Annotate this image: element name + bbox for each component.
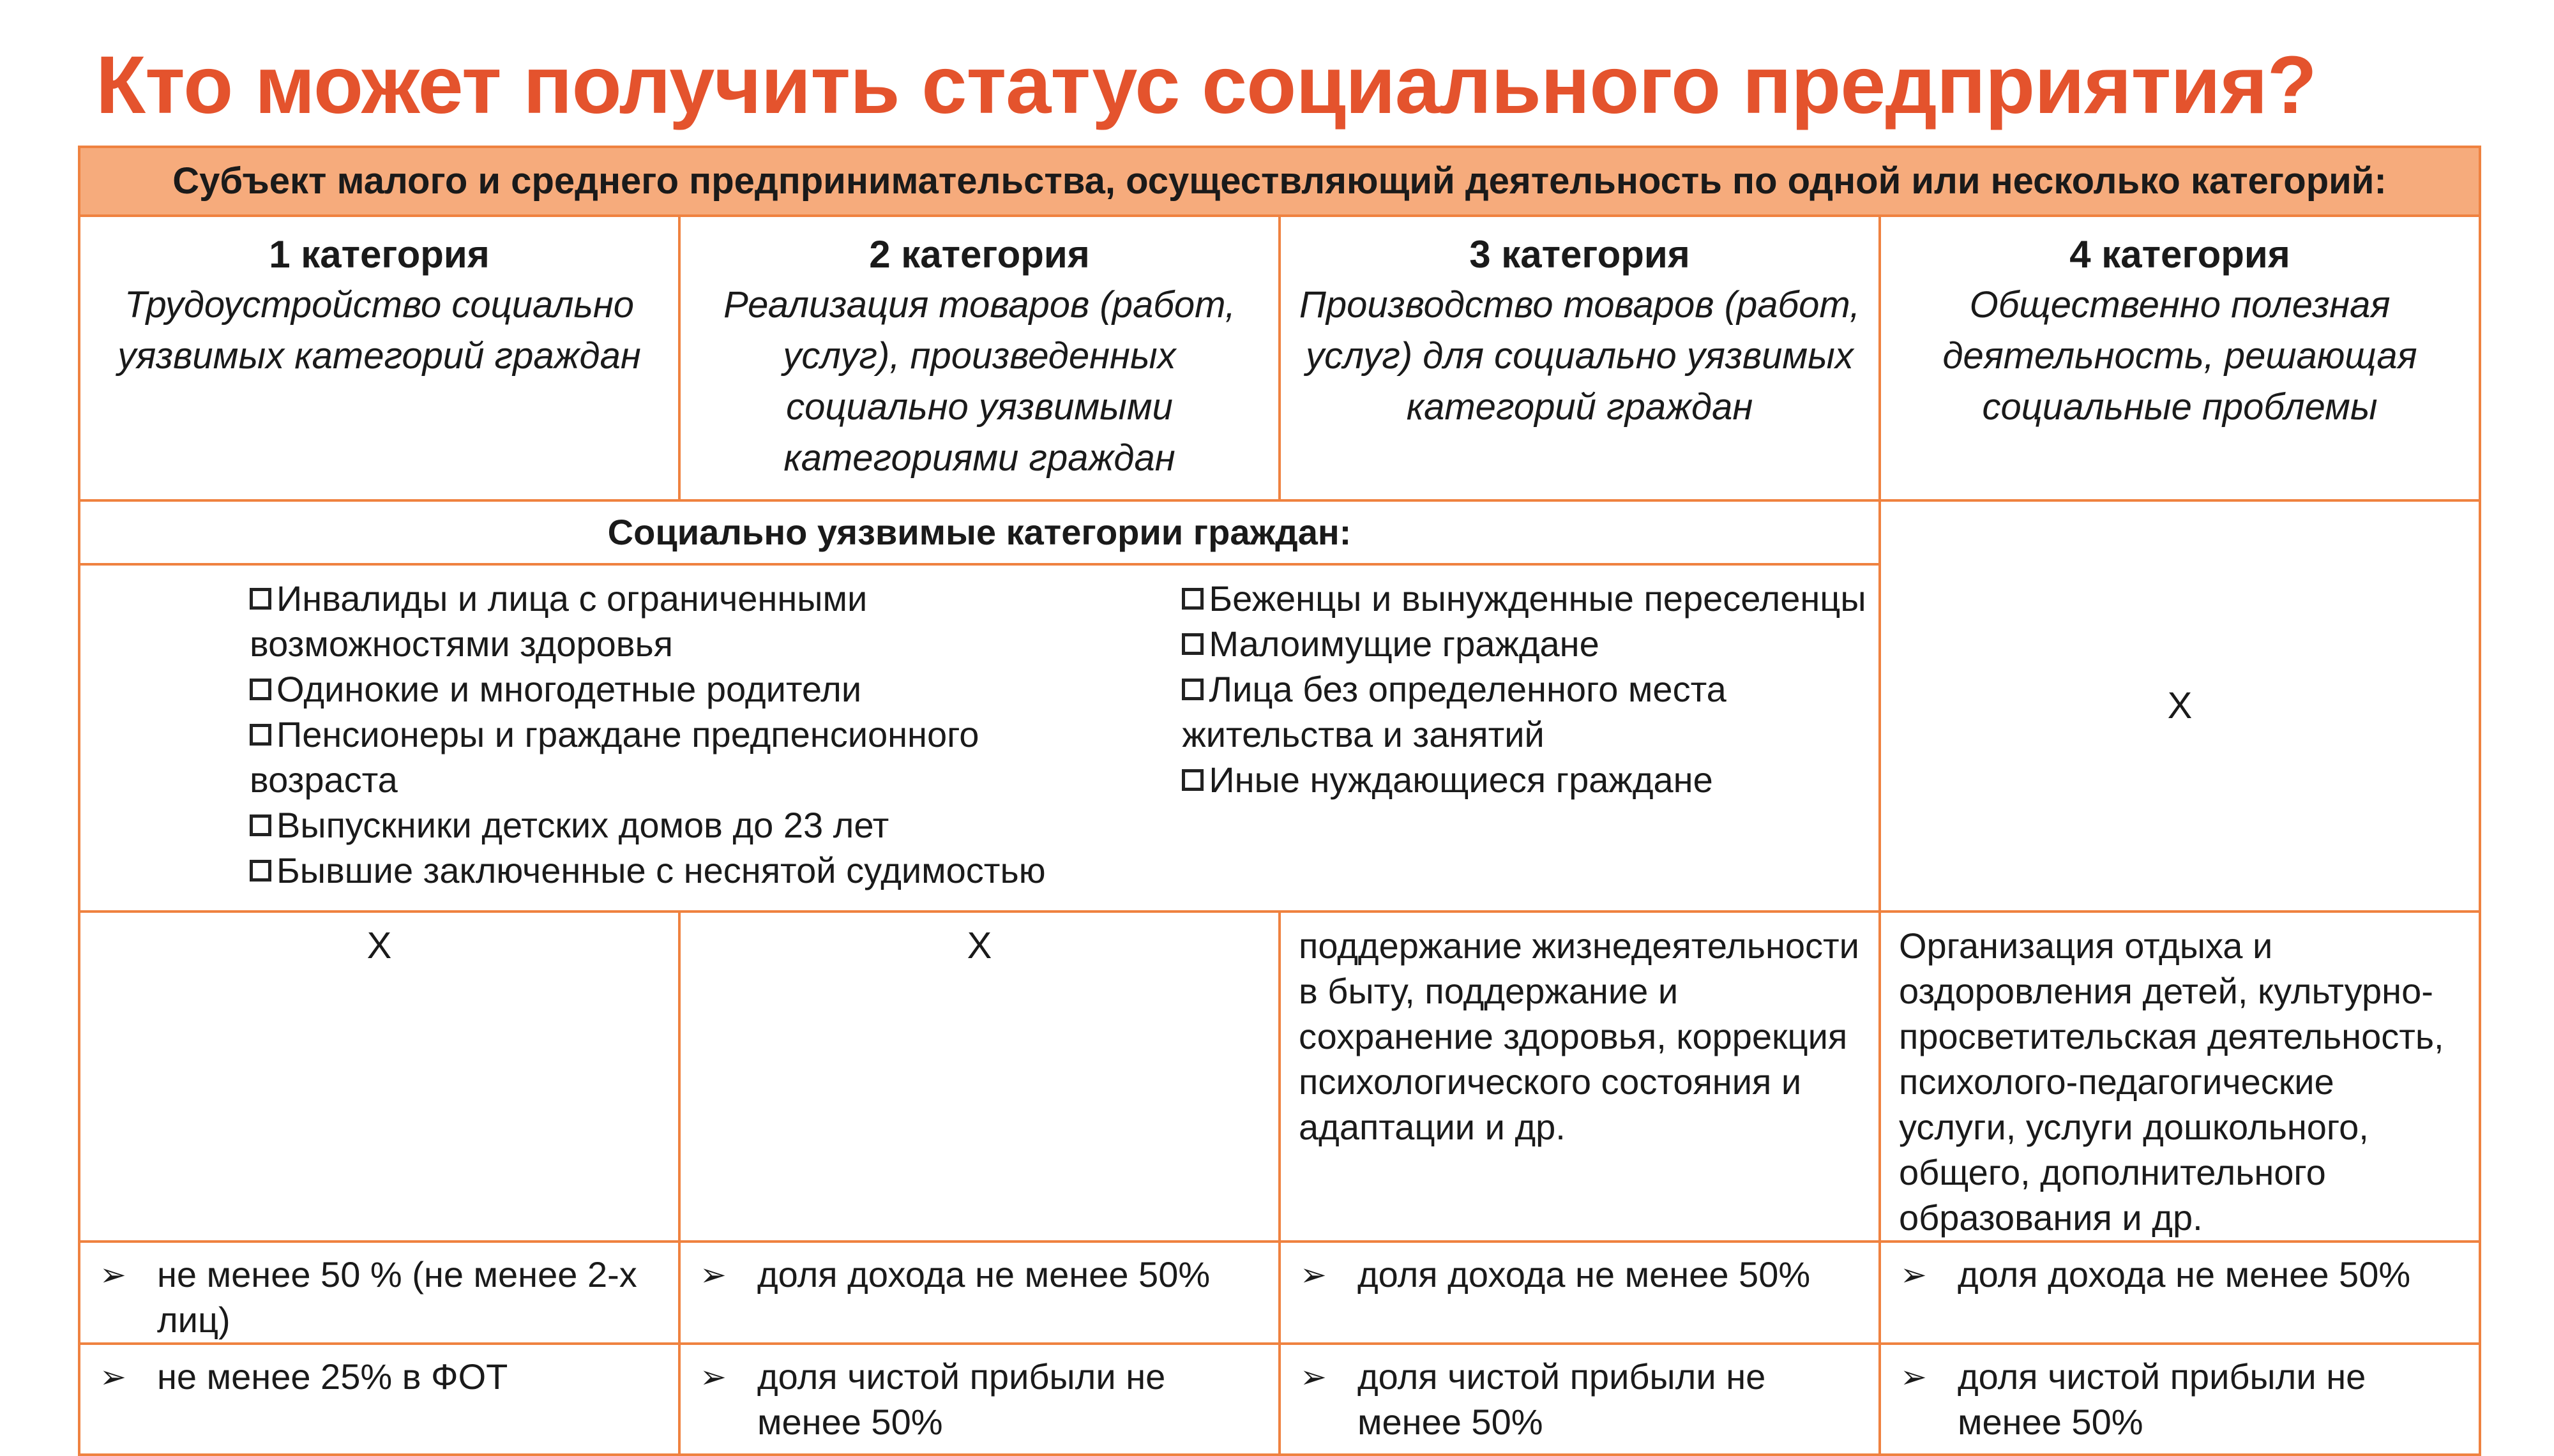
checkbox-icon [1182, 769, 1204, 791]
categories-row [79, 216, 2480, 500]
checkbox-icon [1182, 588, 1204, 610]
condition-cell: ➢ доля дохода не менее 50% [1880, 1242, 2480, 1344]
arrow-bullet-icon: ➢ [100, 1257, 126, 1293]
category-2-name: 2 категория [869, 233, 1090, 276]
category-3-desc: Производство товаров (работ, услуг) для социально уязвимых категорий граждан [1299, 284, 1861, 428]
social-enterprise-table [78, 146, 2481, 1456]
condition-cell: ➢ доля чистой прибыли не менее 50% [1880, 1344, 2480, 1455]
page-title: Кто может получить статус социального предприятия? [96, 40, 2316, 131]
category-1-activity: Х [79, 912, 679, 1242]
arrow-bullet-icon: ➢ [700, 1257, 727, 1293]
category-1-cell [79, 216, 679, 500]
vulnerable-heading: Социально уязвимые категории граждан: [79, 500, 1880, 564]
category-4-vulnerable-mark: Х [1880, 500, 2480, 912]
category-2-cell [679, 216, 1280, 500]
table-header-row [79, 147, 2480, 216]
category-3-cell [1280, 216, 1880, 500]
vulnerable-list-right [1182, 576, 1878, 893]
list-item: Пенсионеры и граждане предпенсионного возраста [250, 714, 979, 800]
category-1-desc: Трудоустройство социально уязвимых категорий граждан [117, 284, 641, 377]
condition-cell: ➢ доля дохода не менее 50% [679, 1242, 1280, 1344]
category-4-name: 4 категория [2069, 233, 2290, 276]
activities-row [79, 912, 2480, 1242]
condition-cell: ➢ доля чистой прибыли не менее 50% [679, 1344, 1280, 1455]
checkbox-icon [1182, 633, 1204, 655]
list-item: Выпускники детских домов до 23 лет [250, 802, 1091, 848]
checkbox-icon [1182, 679, 1204, 700]
list-item: Бывшие заключенные с неснятой судимостью [250, 848, 1091, 893]
checkbox-icon [250, 814, 271, 836]
arrow-bullet-icon: ➢ [1900, 1257, 1927, 1293]
category-3-name: 3 категория [1469, 233, 1690, 276]
vulnerable-list-left [250, 576, 1091, 893]
arrow-bullet-icon: ➢ [1900, 1359, 1927, 1395]
condition-cell: ➢ не менее 25% в ФОТ [79, 1344, 679, 1455]
list-item: Малоимущие граждане [1182, 621, 1878, 666]
category-4-cell [1880, 216, 2480, 500]
list-item: Инвалиды и лица с ограниченными возможностями здоровья [250, 578, 868, 664]
checkbox-icon [250, 724, 271, 746]
arrow-bullet-icon: ➢ [1300, 1257, 1327, 1293]
list-item: Одинокие и многодетные родители [250, 666, 1091, 712]
category-4-desc: Общественно полезная деятельность, решающая социальные проблемы [1942, 284, 2417, 428]
list-item: Беженцы и вынужденные переселенцы [1182, 576, 1878, 621]
category-2-activity: Х [679, 912, 1280, 1242]
checkbox-icon [250, 860, 271, 882]
arrow-bullet-icon: ➢ [700, 1359, 727, 1395]
conditions-row-2 [79, 1344, 2480, 1455]
arrow-bullet-icon: ➢ [100, 1359, 126, 1395]
table-header: Субъект малого и среднего предпринимательства, осуществляющий деятельность по одной или несколько категорий: [79, 147, 2480, 216]
list-item: Лица без определенного места жительства и занятий [1182, 669, 1727, 754]
condition-cell: ➢ не менее 50 % (не менее 2-х лиц) [79, 1242, 679, 1344]
category-2-desc: Реализация товаров (работ, услуг), произведенных социально уязвимыми категориями граждан [723, 284, 1235, 479]
checkbox-icon [250, 679, 271, 700]
category-1-name: 1 категория [269, 233, 490, 276]
checkbox-icon [250, 588, 271, 610]
list-item: Иные нуждающиеся граждане [1182, 757, 1878, 802]
condition-cell: ➢ доля чистой прибыли не менее 50% [1280, 1344, 1880, 1455]
category-3-activity: поддержание жизнедеятельности в быту, поддержание и сохранение здоровья, коррекция психологического состояния и адаптации и др. [1280, 912, 1880, 1242]
vulnerable-list-cell [79, 564, 1880, 912]
conditions-row-1 [79, 1242, 2480, 1344]
category-4-activity: Организация отдыха и оздоровления детей, культурно-просветительская деятельность, психолого-педагогические услуги, услуги дошкольного, общего, дополнительного образования и др. [1880, 912, 2480, 1242]
arrow-bullet-icon: ➢ [1300, 1359, 1327, 1395]
condition-cell: ➢ доля дохода не менее 50% [1280, 1242, 1880, 1344]
vulnerable-heading-row [79, 500, 2480, 564]
